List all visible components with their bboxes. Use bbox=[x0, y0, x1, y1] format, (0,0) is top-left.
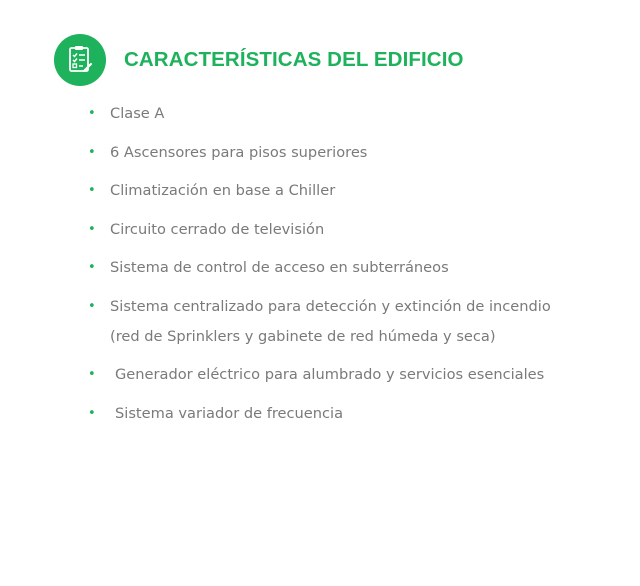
list-item bbox=[88, 360, 628, 390]
list-item bbox=[88, 138, 628, 168]
list-item bbox=[88, 99, 628, 129]
list-item-text: Sistema de control de acceso en subterráneos bbox=[110, 259, 449, 276]
list-item-text: Generador eléctrico para alumbrado y servicios esenciales bbox=[115, 366, 545, 383]
list-item bbox=[88, 215, 628, 245]
list-item-text: Climatización en base a Chiller bbox=[110, 182, 336, 199]
bullet-icon: • bbox=[88, 260, 96, 275]
list-item-text: Clase A bbox=[110, 105, 165, 122]
list-item bbox=[88, 292, 628, 352]
list-item bbox=[88, 399, 628, 429]
bullet-icon: • bbox=[88, 221, 96, 237]
list-item-text-continued: (red de Sprinklers y gabinete de red húmeda y seca) bbox=[110, 327, 496, 345]
section-title: CARACTERÍSTICAS DEL EDIFICIO bbox=[124, 48, 464, 71]
section-header bbox=[54, 34, 464, 86]
list-item bbox=[88, 253, 628, 283]
list-item bbox=[88, 176, 628, 206]
list-item-text: Sistema centralizado para detección y extinción de incendio bbox=[110, 297, 551, 315]
checklist-icon bbox=[65, 45, 95, 75]
list-item-text: Circuito cerrado de televisión bbox=[110, 220, 325, 238]
list-item-text: Sistema variador de frecuencia bbox=[115, 404, 344, 422]
list-item-text: 6 Ascensores para pisos superiores bbox=[110, 143, 368, 161]
checklist-badge bbox=[54, 34, 106, 86]
bullet-icon: • bbox=[88, 298, 96, 314]
bullet-icon: • bbox=[88, 144, 96, 160]
bullet-icon: • bbox=[88, 367, 96, 382]
bullet-icon: • bbox=[88, 405, 96, 421]
features-list bbox=[88, 99, 628, 437]
bullet-icon: • bbox=[88, 106, 96, 121]
bullet-icon: • bbox=[88, 183, 96, 198]
